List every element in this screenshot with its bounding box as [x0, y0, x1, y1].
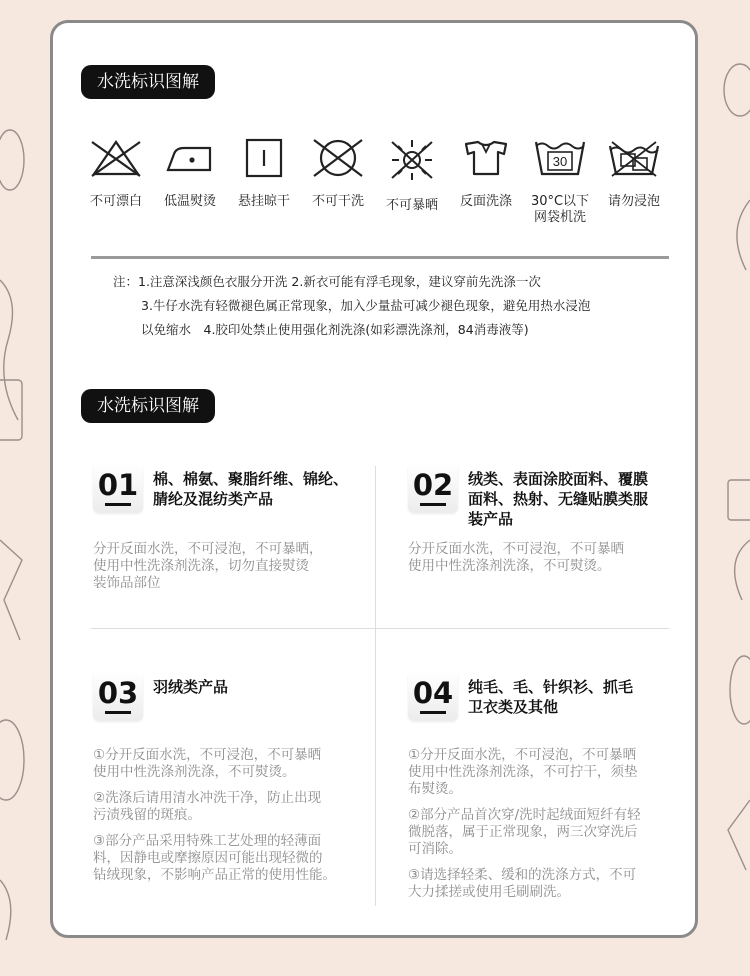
care-note-line: 以免缩水 4.胶印处禁止使用强化剂洗涤(如彩漂洗涤剂，84消毒液等) — [141, 322, 529, 337]
category-text: ③请选择轻柔、缓和的洗涤方式，不可 大力揉搓或使用毛刷刷洗。 — [408, 867, 637, 900]
icon-label: 悬挂晾干 — [237, 194, 290, 209]
number-badge-text: 04 — [412, 676, 454, 710]
no-bleach-icon — [88, 138, 144, 178]
category-body — [93, 541, 369, 601]
number-badge-text: 01 — [97, 468, 139, 502]
number-underline — [105, 711, 131, 714]
number-badge — [408, 463, 458, 513]
icon-label: 反面洗涤 — [459, 194, 512, 209]
category-text: 分开反面水洗，不可浸泡，不可暴晒 使用中性洗涤剂洗涤，不可熨烫。 — [408, 541, 624, 574]
category-title: 羽绒类产品 — [153, 678, 229, 696]
icon-label: 低温熨烫 — [163, 194, 216, 209]
icon-label: 30°C以下 网袋机洗 — [530, 194, 590, 225]
icon-label: 不可暴晒 — [385, 198, 438, 213]
category-text: ①分开反面水洗，不可浸泡，不可暴晒 使用中性洗涤剂洗涤，不可拧干，须垫 布熨烫。 — [408, 747, 638, 797]
category-text: ③部分产品采用特殊工艺处理的轻薄面 料，因静电或摩擦原因可能出现轻微的 钻绒现象，不影响产品正常的使用性能。 — [93, 833, 336, 883]
care-icon-item — [300, 138, 376, 210]
category-body — [408, 541, 684, 584]
category-body — [93, 747, 369, 893]
number-badge — [93, 671, 143, 721]
care-guide-card — [50, 20, 698, 938]
icon-label: 请勿浸泡 — [607, 194, 660, 209]
number-badge — [93, 463, 143, 513]
care-icon-item — [448, 138, 524, 210]
number-badge-text: 03 — [97, 676, 139, 710]
no-dry-clean-icon — [310, 138, 366, 178]
number-underline — [420, 503, 446, 506]
category-text: ②洗涤后请用清水冲洗干净，防止出现 污渍残留的斑痕。 — [93, 790, 322, 823]
care-icon-item — [374, 138, 450, 214]
care-note-line: 注：1.注意深浅颜色衣服分开洗 2.新衣可能有浮毛现象，建议穿前先洗涤一次 — [113, 274, 541, 289]
category-body — [408, 747, 684, 910]
icon-label: 不可干洗 — [311, 194, 364, 209]
category-title: 棉、棉氨、聚脂纤维、锦纶、 腈纶及混纺类产品 — [153, 470, 349, 508]
care-icon-item — [152, 138, 228, 210]
wash-temp-text: 30 — [552, 154, 568, 169]
no-sun-icon — [384, 138, 440, 182]
low-iron-icon — [162, 138, 218, 178]
hang-dry-icon — [236, 138, 292, 178]
care-note-line: 3.牛仔水洗有轻微褪色属正常现象，加入少量盐可减少褪色现象，避免用热水浸泡 — [141, 298, 591, 313]
care-icon-item — [226, 138, 302, 210]
background-sketch-left — [0, 0, 30, 972]
section-divider — [91, 256, 669, 259]
number-badge-text: 02 — [412, 468, 454, 502]
category-text: ①分开反面水洗，不可浸泡，不可暴晒 使用中性洗涤剂洗涤，不可熨烫。 — [93, 747, 322, 780]
number-underline — [420, 711, 446, 714]
care-icon-item — [596, 138, 672, 210]
number-badge — [408, 671, 458, 721]
category-text: 分开反面水洗，不可浸泡，不可暴晒， 使用中性洗涤剂洗涤，切勿直接熨烫 装饰品部位 — [93, 541, 323, 591]
number-underline — [105, 503, 131, 506]
care-icon-item — [522, 138, 598, 226]
category-title: 绒类、表面涂胶面料、覆膜 面料、热射、无缝贴膜类服 装产品 — [468, 470, 649, 528]
icon-label: 不可漂白 — [89, 194, 142, 209]
care-icon-item — [78, 138, 154, 210]
wash-30-icon — [532, 138, 588, 178]
no-soak-icon — [606, 138, 662, 178]
section-title-pill: 水洗标识图解 — [81, 65, 215, 99]
category-text: ②部分产品首次穿/洗时起绒面短纤有轻 微脱落，属于正常现象，两三次穿洗后 可消除。 — [408, 807, 641, 857]
grid-divider-vertical — [375, 466, 376, 906]
inside-out-icon — [458, 138, 514, 178]
section-title-pill: 水洗标识图解 — [81, 389, 215, 423]
category-title: 纯毛、毛、针织衫、抓毛 卫衣类及其他 — [468, 678, 634, 716]
grid-divider-horizontal — [91, 628, 669, 629]
background-sketch-right — [720, 0, 750, 972]
